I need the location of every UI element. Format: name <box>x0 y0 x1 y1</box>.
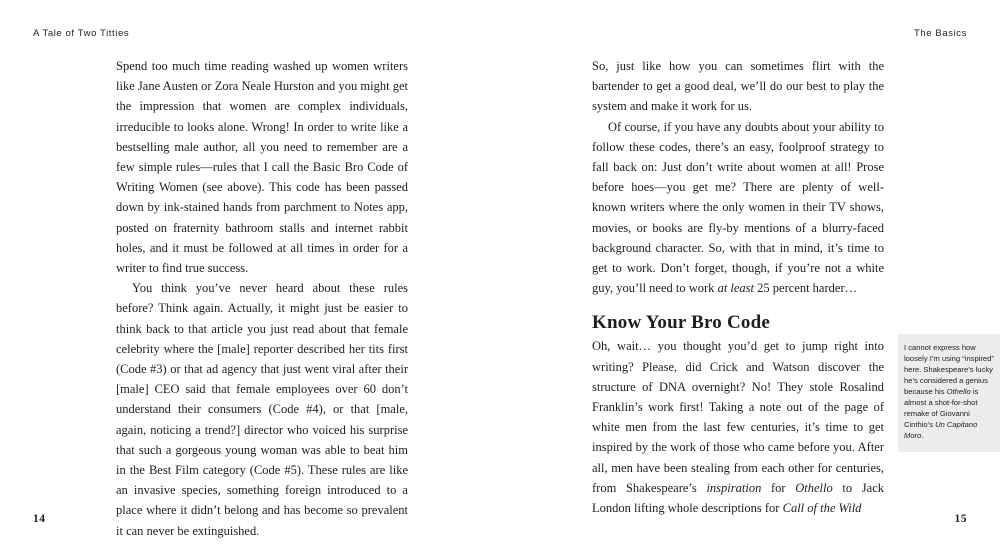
body-paragraph: Spend too much time reading washed up women writers like Jane Austen or Zora Neale Hurston and you might get the impression that women are complex individuals, irreducible to looks alone. Wrong! In order to write like a bestselling male author, all you need to remember are a few simple rules—rules that I call the Basic Bro Code of Writing Women (see above). This code has been passed down by ink-stained hands from parchment to Notes app, posted on fraternity bathroom stalls and internet rabbit holes, and it must be followed at all times in order for a writer to find true success. <box>116 59 408 276</box>
sidebar-text: I cannot express how loosely I’m using “inspired” here. Shakespeare’s lucky he’s considered a genius because his <box>904 343 994 396</box>
paragraph-text: 25 percent harder… <box>754 281 858 296</box>
left-page-body <box>116 56 408 541</box>
paragraph-text: for <box>761 480 796 495</box>
body-paragraph: So, just like how you can sometimes flirt with the bartender to get a good deal, we’ll do our best to play the system and make it work for us. <box>592 59 884 114</box>
right-page-body <box>592 56 884 518</box>
sidebar-text: is almost a shot-for-shot remake of Giovanni Cinthio’s <box>904 387 979 429</box>
running-head-left: A Tale of Two Titties <box>33 28 130 39</box>
sidebar-note <box>898 334 1000 452</box>
body-paragraph: You think you’ve never heard about these rules before? Think again. Actually, it might just be easier to think back to that article you just read about that female celebrity where the [male] reporter described her tits first (Code #3) or that ad agency that just went viral after their [male] CEO said that female employees over 60 don’t understand their consumers (Code #4), or that [male, again, noticing a trend?] director who voiced his surprise that such a gorgeous young woman was able to beat him in the Best Film category (Code #5). These rules are like an invasive species, something foreign introduced to a place where it didn’t belong and has become so prevalent it can never be extinguished. <box>116 281 408 538</box>
sidebar-text: . <box>921 431 924 440</box>
page-number-left: 14 <box>33 513 46 525</box>
body-paragraph <box>592 117 884 299</box>
running-head-right: The Basics <box>914 28 967 39</box>
section-heading: Know Your Bro Code <box>592 312 770 334</box>
paragraph-text: to Jack London lifting whole descriptions for <box>592 480 885 516</box>
page-number-right: 15 <box>954 513 967 525</box>
body-paragraph <box>592 336 884 518</box>
emphasis-text: at least <box>717 281 755 296</box>
sidebar-emphasis: Othello <box>946 387 971 396</box>
emphasis-text: Call of the Wild <box>782 501 862 516</box>
paragraph-text: Of course, if you have any doubts about your ability to follow these codes, there’s an easy, foolproof strategy to fall back on: Just don’t write about women at all! Prose before hoes—you get me? There are plenty of well-known writers where the only women in their TV shows, movies, or books are fly-by mentions of a blurry-faced background character. So, with that in mind, it’s time to get to work. Don’t forget, though, if you’re not a white guy, you’ll need to work <box>592 119 884 296</box>
emphasis-text: Othello <box>795 480 833 495</box>
emphasis-text: inspiration <box>706 480 762 495</box>
paragraph-text: Oh, wait… you thought you’d get to jump right into writing? Please, did Crick and Watson discover the structure of DNA overnight? No! They stole Rosalind Franklin’s work first! Taking a note out of the page of white men from the last few centuries, it’s time to get inspired by the work of those who came before you. After all, men have been stealing from each other for centuries, from Shakespeare’s <box>592 339 884 495</box>
sidebar-emphasis: Un Capitano Moro <box>904 420 978 440</box>
